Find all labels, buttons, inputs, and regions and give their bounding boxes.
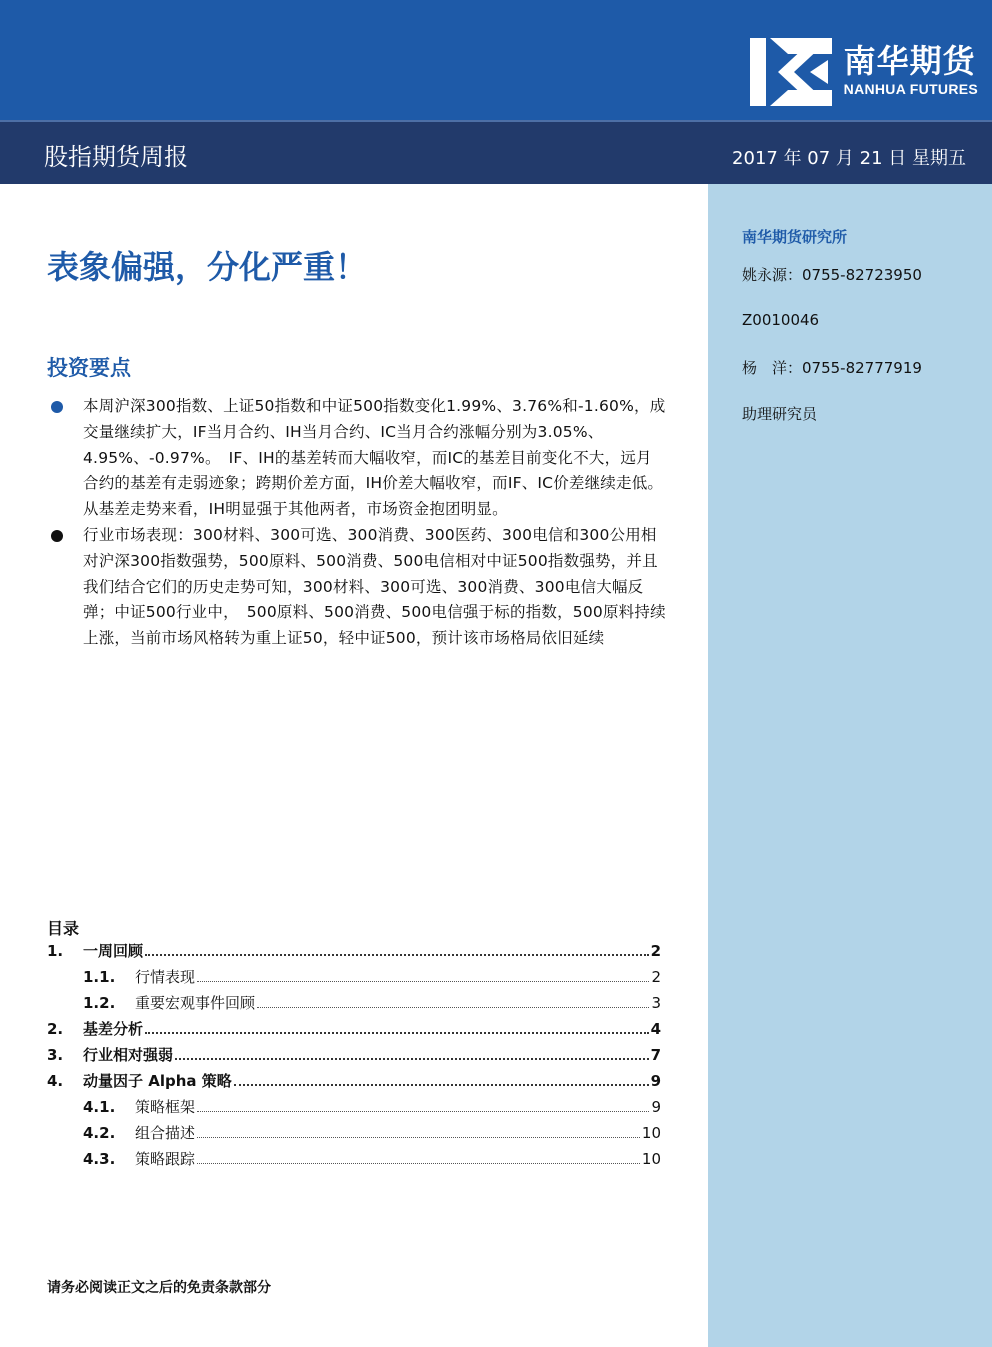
toc-leader — [197, 1163, 640, 1164]
toc-label: 行情表现 — [135, 968, 196, 986]
toc-entry[interactable] — [47, 940, 661, 966]
report-date: 2017 年 07 月 21 日 星期五 — [732, 148, 966, 169]
toc-leader — [197, 1111, 649, 1112]
toc-number: 2. — [47, 1020, 64, 1038]
toc-page: 7 — [650, 1046, 661, 1064]
toc-leader — [257, 1007, 649, 1008]
logo-chinese-text: 南华期货 — [843, 42, 976, 80]
toc-entry[interactable] — [47, 1148, 661, 1174]
toc-label: 重要宏观事件回顾 — [135, 994, 256, 1012]
header-band — [0, 0, 992, 120]
toc-label: 行业相对强弱 — [83, 1046, 174, 1064]
toc-number: 4.2. — [83, 1124, 116, 1142]
toc-page: 9 — [651, 1098, 661, 1116]
report-title-bar — [0, 120, 992, 184]
toc-label: 动量因子 Alpha 策略 — [83, 1072, 232, 1090]
table-of-contents — [47, 940, 661, 1174]
toc-entry[interactable] — [47, 1096, 661, 1122]
toc-number: 3. — [47, 1046, 64, 1064]
analyst-sidebar — [708, 184, 992, 1347]
toc-page: 4 — [650, 1020, 661, 1038]
toc-number: 1. — [47, 942, 64, 960]
toc-label: 一周回顾 — [83, 942, 144, 960]
toc-entry[interactable] — [47, 1122, 661, 1148]
toc-entry[interactable] — [47, 1070, 661, 1096]
toc-entry[interactable] — [47, 1018, 661, 1044]
toc-label: 组合描述 — [135, 1124, 196, 1142]
toc-leader — [145, 954, 649, 956]
toc-entry[interactable] — [47, 992, 661, 1018]
report-type: 股指期货周报 — [44, 143, 188, 171]
toc-leader — [234, 1084, 649, 1086]
toc-page: 2 — [650, 942, 661, 960]
toc-number: 1.1. — [83, 968, 116, 986]
toc-label: 策略框架 — [135, 1098, 196, 1116]
toc-leader — [197, 1137, 640, 1138]
bullet-dot-icon — [51, 401, 63, 413]
toc-entry[interactable] — [47, 1044, 661, 1070]
toc-leader — [175, 1058, 649, 1060]
toc-page: 3 — [651, 994, 661, 1012]
disclaimer-note: 请务必阅读正文之后的免责条款部分 — [47, 1280, 271, 1296]
institute-name: 南华期货研究所 — [742, 228, 848, 246]
key-point-text: 本周沪深300指数、上证50指数和中证500指数变化1.99%、3.76%和-1.60%，成交量继续扩大，IF当月合约、IH当月合约、IC当月合约涨幅分别为3.05%、4.95%、-0.97%。 IF、IH的基差转而大幅收窄，而IC的基差目前变化不大，远月合约的基差有走弱迹象；跨期价差方面，IH价差大幅收窄，而IF、IC价差继续走低。从基差走势来看，IH明显强于其他两者，市场资金抱团明显。 — [83, 397, 666, 519]
toc-page: 9 — [650, 1072, 661, 1090]
toc-number: 1.2. — [83, 994, 116, 1012]
key-point-text: 行业市场表现：300材料、300可选、300消费、300医药、300电信和300公用相对沪深300指数强势，500原料、500消费、500电信相对中证500指数强势，并且我们结合它们的历史走势可知，300材料、300可选、300消费、300电信大幅反弹；中证500行业中， 500原料、500消费、500电信强于标的指数，500原料持续上涨，当前市场风格转为重上证50，轻中证500，预计该市场格局依旧延续 — [83, 525, 666, 648]
toc-leader — [145, 1032, 649, 1034]
toc-label: 策略跟踪 — [135, 1150, 196, 1168]
toc-number: 4.3. — [83, 1150, 116, 1168]
key-point — [47, 394, 667, 523]
toc-page: 10 — [641, 1124, 661, 1142]
analyst-license: Z0010046 — [742, 311, 820, 329]
toc-page: 2 — [651, 968, 661, 986]
toc-leader — [197, 981, 649, 982]
toc-number: 4. — [47, 1072, 64, 1090]
toc-number: 4.1. — [83, 1098, 116, 1116]
nanhua-logo — [748, 32, 978, 108]
report-headline: 表象偏强，分化严重！ — [47, 248, 368, 286]
analyst-contact: 姚永源：0755-82723950 — [742, 266, 922, 284]
bullet-dot-icon — [51, 530, 63, 542]
analyst-contact: 杨 洋：0755-82777919 — [742, 359, 922, 377]
logo-english-text: NANHUA FUTURES — [843, 81, 978, 97]
toc-page: 10 — [641, 1150, 661, 1168]
toc-entry[interactable] — [47, 966, 661, 992]
section-title: 投资要点 — [47, 356, 131, 380]
toc-title: 目录 — [47, 919, 80, 938]
key-point — [47, 523, 667, 652]
nanhua-logo-icon — [748, 32, 834, 108]
analyst-role: 助理研究员 — [742, 405, 818, 423]
toc-label: 基差分析 — [83, 1020, 144, 1038]
key-points-list — [47, 394, 667, 652]
